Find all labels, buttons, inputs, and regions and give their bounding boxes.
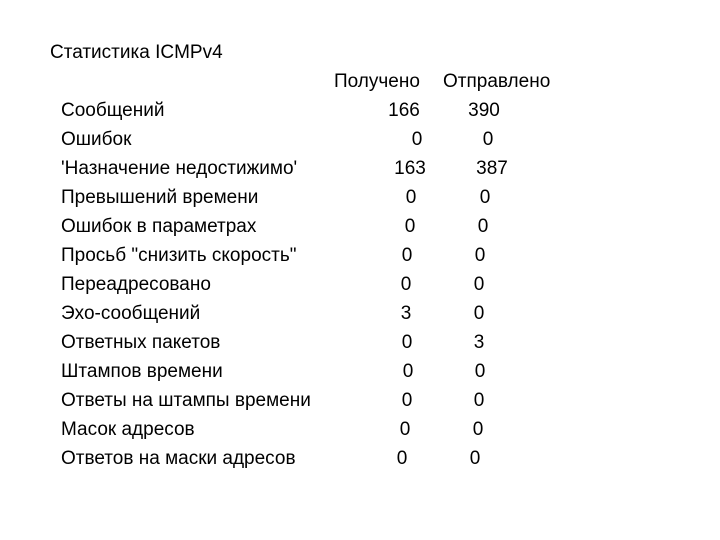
row-label: Эхо-сообщений [61, 303, 201, 324]
table-row [0, 216, 720, 245]
row-label: Штампов времени [61, 361, 223, 382]
row-label: Превышений времени [61, 187, 259, 208]
received-value: 0 [404, 216, 416, 237]
received-value: 0 [411, 129, 423, 150]
column-header-received: Получено [334, 71, 420, 92]
table-row [0, 245, 720, 274]
sent-value: 0 [472, 419, 484, 440]
received-value: 0 [402, 361, 414, 382]
sent-value: 0 [474, 361, 486, 382]
table-row [0, 274, 720, 303]
received-value: 166 [388, 100, 420, 121]
row-label: Ответных пакетов [61, 332, 221, 353]
row-label: Масок адресов [61, 419, 195, 440]
received-value: 163 [394, 158, 426, 179]
row-label: 'Назначение недостижимо' [61, 158, 298, 179]
received-value: 0 [401, 390, 413, 411]
table-row [0, 129, 720, 158]
received-value: 3 [400, 303, 412, 324]
sent-value: 0 [479, 187, 491, 208]
row-label: Ответов на маски адресов [61, 448, 296, 469]
sent-value: 0 [473, 390, 485, 411]
column-header-sent: Отправлено [443, 71, 551, 92]
sent-value: 390 [468, 100, 500, 121]
received-value: 0 [405, 187, 417, 208]
sent-value: 0 [469, 448, 481, 469]
row-label: Ошибок [61, 129, 132, 150]
received-value: 0 [401, 332, 413, 353]
table-row [0, 448, 720, 477]
row-label: Сообщений [61, 100, 165, 121]
sent-value: 0 [474, 245, 486, 266]
page-title: Статистика ICMPv4 [50, 42, 223, 63]
stats-table [0, 100, 720, 477]
sent-value: 0 [477, 216, 489, 237]
row-label: Ошибок в параметрах [61, 216, 257, 237]
table-row [0, 390, 720, 419]
table-row [0, 100, 720, 129]
table-row [0, 187, 720, 216]
received-value: 0 [400, 274, 412, 295]
table-row [0, 303, 720, 332]
sent-value: 0 [473, 274, 485, 295]
sent-value: 0 [482, 129, 494, 150]
row-label: Переадресовано [61, 274, 211, 295]
sent-value: 387 [476, 158, 508, 179]
table-row [0, 361, 720, 390]
sent-value: 0 [473, 303, 485, 324]
received-value: 0 [396, 448, 408, 469]
received-value: 0 [401, 245, 413, 266]
table-row [0, 419, 720, 448]
sent-value: 3 [473, 332, 485, 353]
row-label: Ответы на штампы времени [61, 390, 311, 411]
row-label: Просьб "снизить скорость" [61, 245, 297, 266]
received-value: 0 [399, 419, 411, 440]
table-row [0, 158, 720, 187]
table-row [0, 332, 720, 361]
